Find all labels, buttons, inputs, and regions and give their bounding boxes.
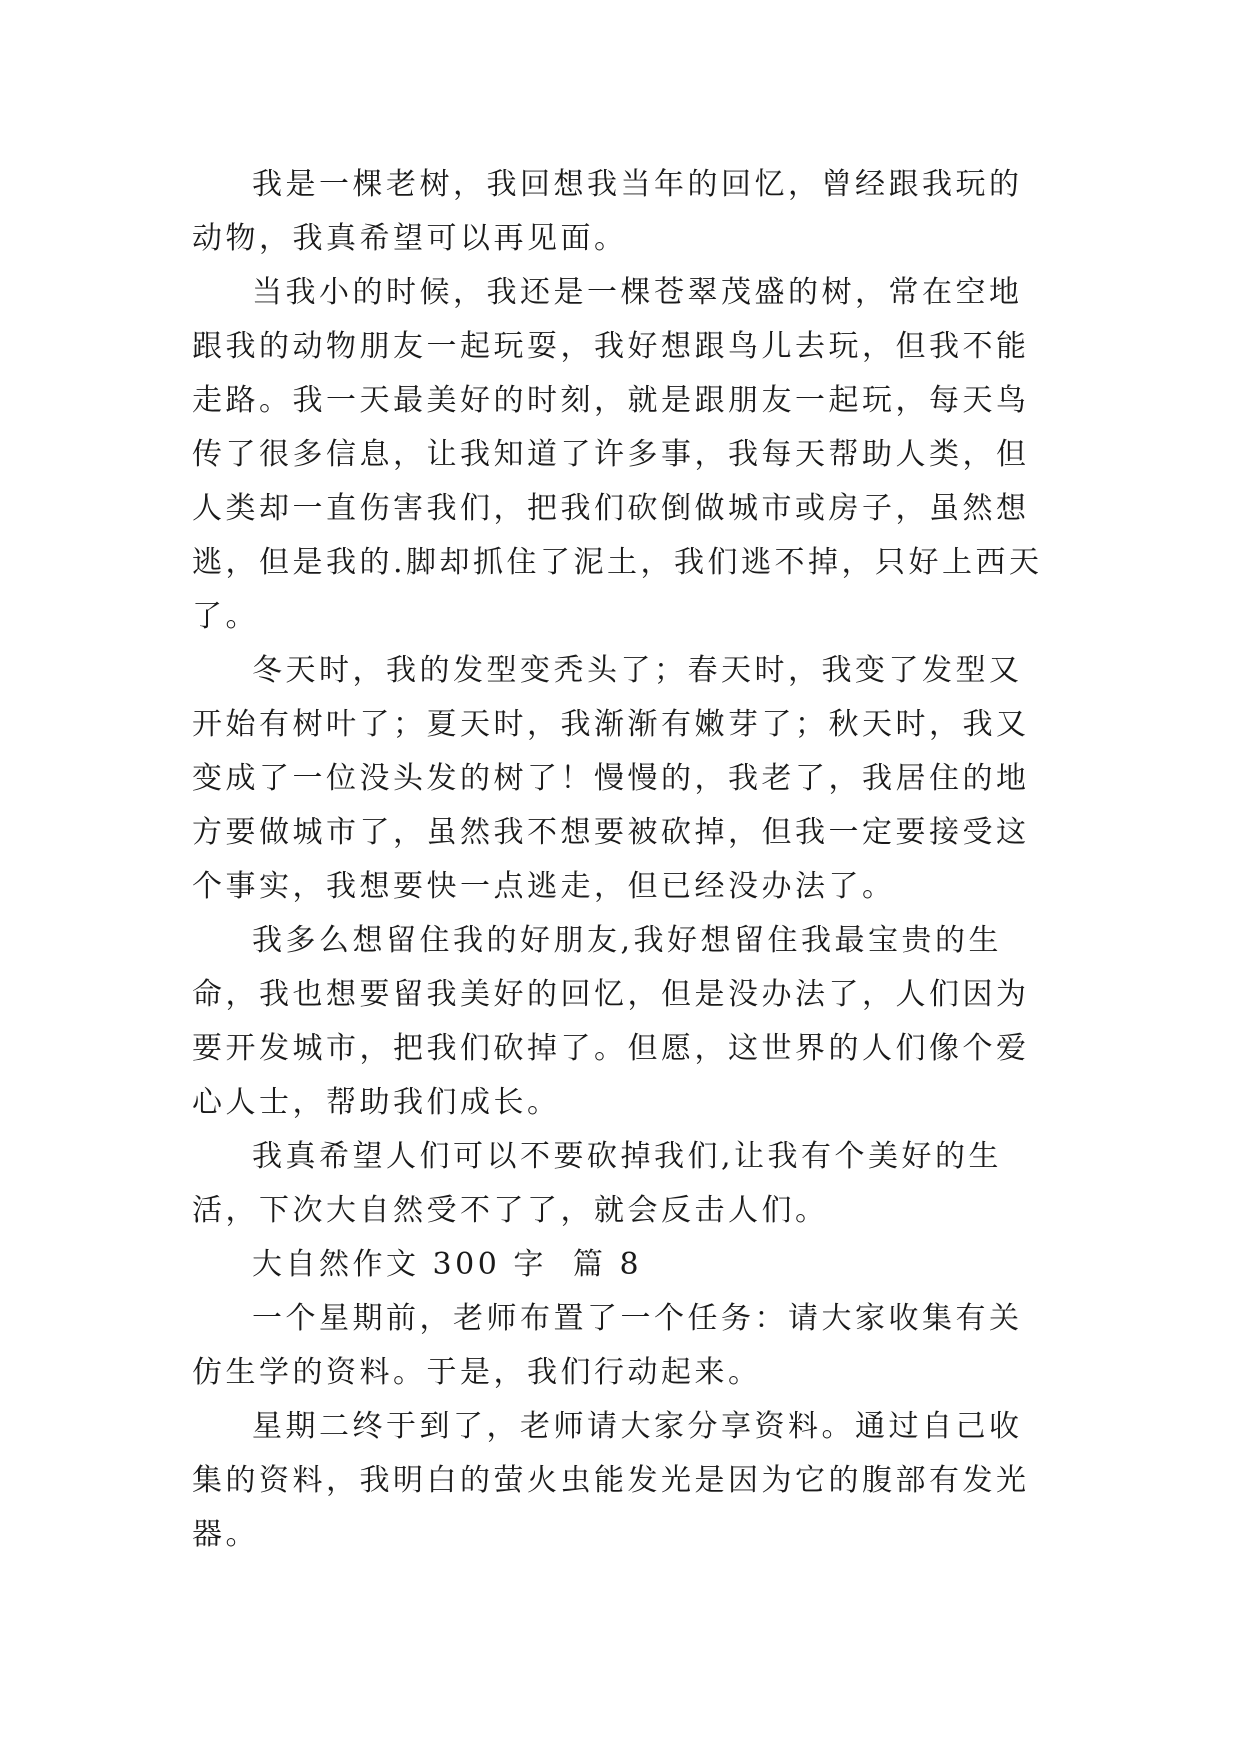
section-heading: 大自然作文 300 字 篇 8 xyxy=(252,1247,643,1282)
paragraph-seasons: 冬天时，我的发型变秃头了；春天时，我变了发型又开始有树叶了；夏天时，我渐渐有嫩芽了；秋天时，我又变成了一位没头发的树了！慢慢的，我老了，我居住的地方要做城市了，虽然我不想要被砍掉，但我一定要接受这个事实，我想要快一点逃走，但已经没办法了。 xyxy=(192,653,1030,904)
paragraph-hope: 我真希望人们可以不要砍掉我们,让我有个美好的生活，下次大自然受不了了，就会反击人们。 xyxy=(192,1139,1003,1228)
paragraph-old-tree-intro: 我是一棵老树，我回想我当年的回忆，曾经跟我玩的动物，我真希望可以再见面。 xyxy=(192,167,1023,256)
paragraph-bionics-task: 一个星期前，老师布置了一个任务：请大家收集有关仿生学的资料。于是，我们行动起来。 xyxy=(192,1301,1023,1390)
paragraph-wish-keep-friends: 我多么想留住我的好朋友,我好想留住我最宝贵的生命，我也想要留我美好的回忆，但是没办法了，人们因为要开发城市，把我们砍掉了。但愿，这世界的人们像个爱心人士，帮助我们成长。 xyxy=(192,923,1030,1120)
paragraph-childhood: 当我小的时候，我还是一棵苍翠茂盛的树，常在空地跟我的动物朋友一起玩耍，我好想跟鸟儿去玩，但我不能走路。我一天最美好的时刻，就是跟朋友一起玩，每天鸟传了很多信息，让我知道了许多事，我每天帮助人类，但人类却一直伤害我们，把我们砍倒做城市或房子，虽然想逃，但是我的.脚却抓住了泥土，我们逃不掉，只好上西天了。 xyxy=(192,275,1043,634)
paragraph-firefly: 星期二终于到了，老师请大家分享资料。通过自己收集的资料，我明白的萤火虫能发光是因为它的腹部有发光器。 xyxy=(192,1409,1030,1552)
document-body xyxy=(192,158,1052,1562)
